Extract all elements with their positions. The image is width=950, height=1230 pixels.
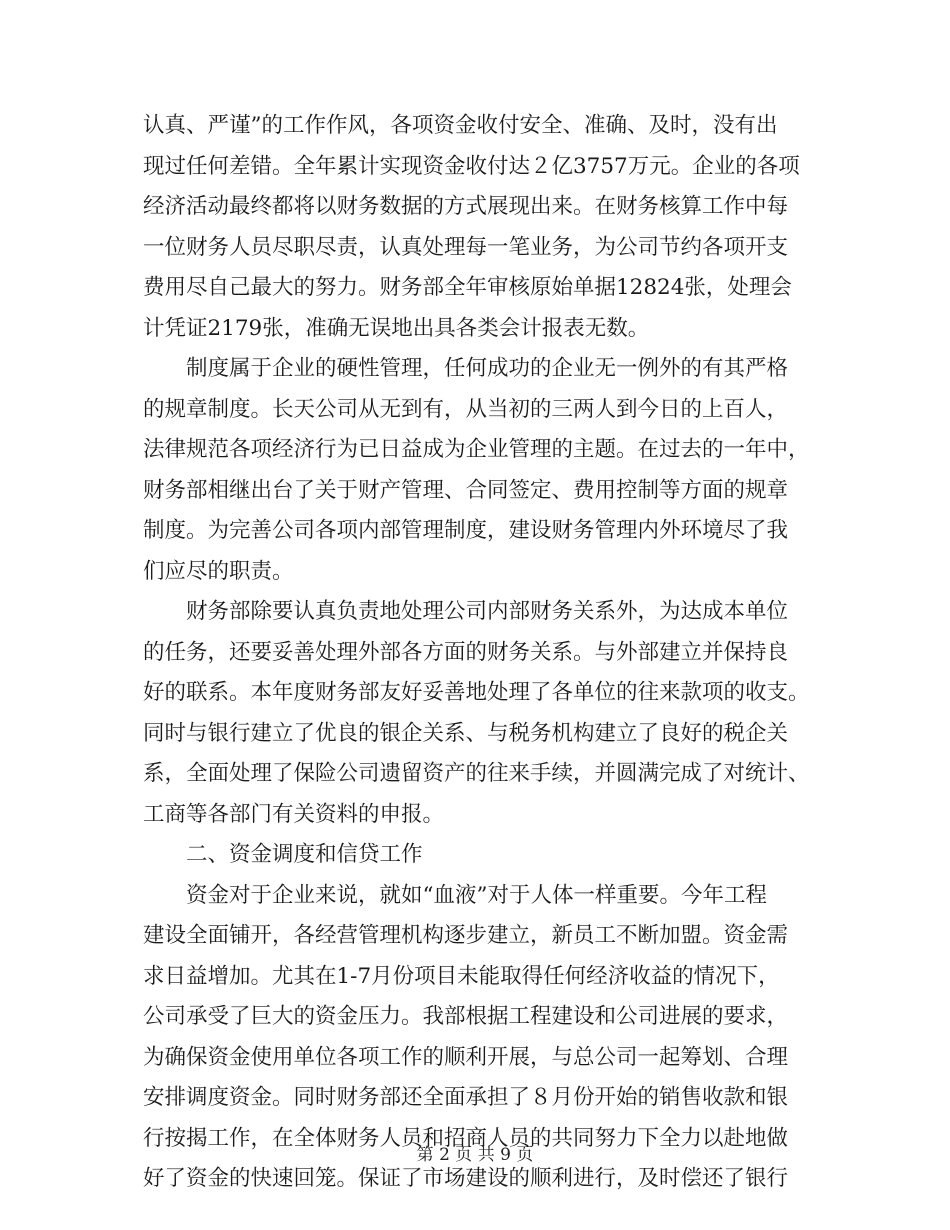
paragraph-first-line: 制度属于企业的硬性管理，任何成功的企业无一例外的有其严格 <box>186 356 789 381</box>
section-heading: 二、资金调度和信贷工作 <box>186 842 423 867</box>
text-line: 们应尽的职责。 <box>143 558 294 584</box>
text-line: 计凭证2179张，准确无误地出具各类会计报表无数。 <box>143 315 650 341</box>
text-line: 的任务，还要妥善处理外部各方面的财务关系。与外部建立并保持良 <box>143 639 789 665</box>
text-line: 认真、严谨”的工作作风，各项资金收付安全、准确、及时，没有出 <box>143 113 778 138</box>
text-line: 财务部相继出台了关于财产管理、合同签定、费用控制等方面的规章 <box>143 477 789 503</box>
text-line: 求日益增加。尤其在1-7月份项目未能取得任何经济收益的情况下， <box>143 963 780 989</box>
text-line: 制度。为完善公司各项内部管理制度，建设财务管理内外环境尽了我 <box>143 518 789 543</box>
text-line: 费用尽自己最大的努力。财务部全年审核原始单据12824张，处理会 <box>143 275 792 300</box>
page-number-footer: 第 2 页 共 9 页 <box>416 1145 534 1165</box>
text-line: 为确保资金使用单位各项工作的顺利开展，与总公司一起筹划、合理 <box>143 1044 789 1070</box>
text-line: 同时与银行建立了优良的银企关系、与税务机构建立了良好的税企关 <box>143 720 789 746</box>
text-line: 经济活动最终都将以财务数据的方式展现出来。在财务核算工作中每 <box>143 194 789 219</box>
text-line: 安排调度资金。同时财务部还全面承担了８月份开始的销售收款和银 <box>143 1085 789 1110</box>
text-line: 现过任何差错。全年累计实现资金收付达２亿3757万元。企业的各项 <box>143 153 800 179</box>
text-line: 行按揭工作，在全体财务人员和招商人员的共同努力下全力以赴地做 <box>143 1125 789 1151</box>
text-line: 好的联系。本年度财务部友好妥善地处理了各单位的往来款项的收支。 <box>143 680 810 705</box>
text-line: 建设全面铺开，各经营管理机构逐步建立，新员工不断加盟。资金需 <box>143 923 789 948</box>
text-line: 系，全面处理了保险公司遗留资产的往来手续，并圆满完成了对统计、 <box>143 761 810 786</box>
paragraph-first-line: 财务部除要认真负责地处理公司内部财务关系外，为达成本单位 <box>186 599 789 624</box>
text-line: 的规章制度。长天公司从无到有，从当初的三两人到今日的上百人， <box>143 396 789 422</box>
text-line: 公司承受了巨大的资金压力。我部根据工程建设和公司进展的要求， <box>143 1004 789 1029</box>
paragraph-first-line: 资金对于企业来说，就如“血液”对于人体一样重要。今年工程 <box>186 882 767 908</box>
text-line: 工商等各部门有关资料的申报。 <box>143 801 445 827</box>
document-body <box>143 106 809 1200</box>
text-line: 好了资金的快速回笼。保证了市场建设的顺利进行，及时偿还了银行 <box>143 1166 789 1191</box>
text-line: 一位财务人员尽职尽责，认真处理每一笔业务，为公司节约各项开支 <box>143 234 789 260</box>
text-line: 法律规范各项经济行为已日益成为企业管理的主题。在过去的一年中， <box>143 437 810 462</box>
